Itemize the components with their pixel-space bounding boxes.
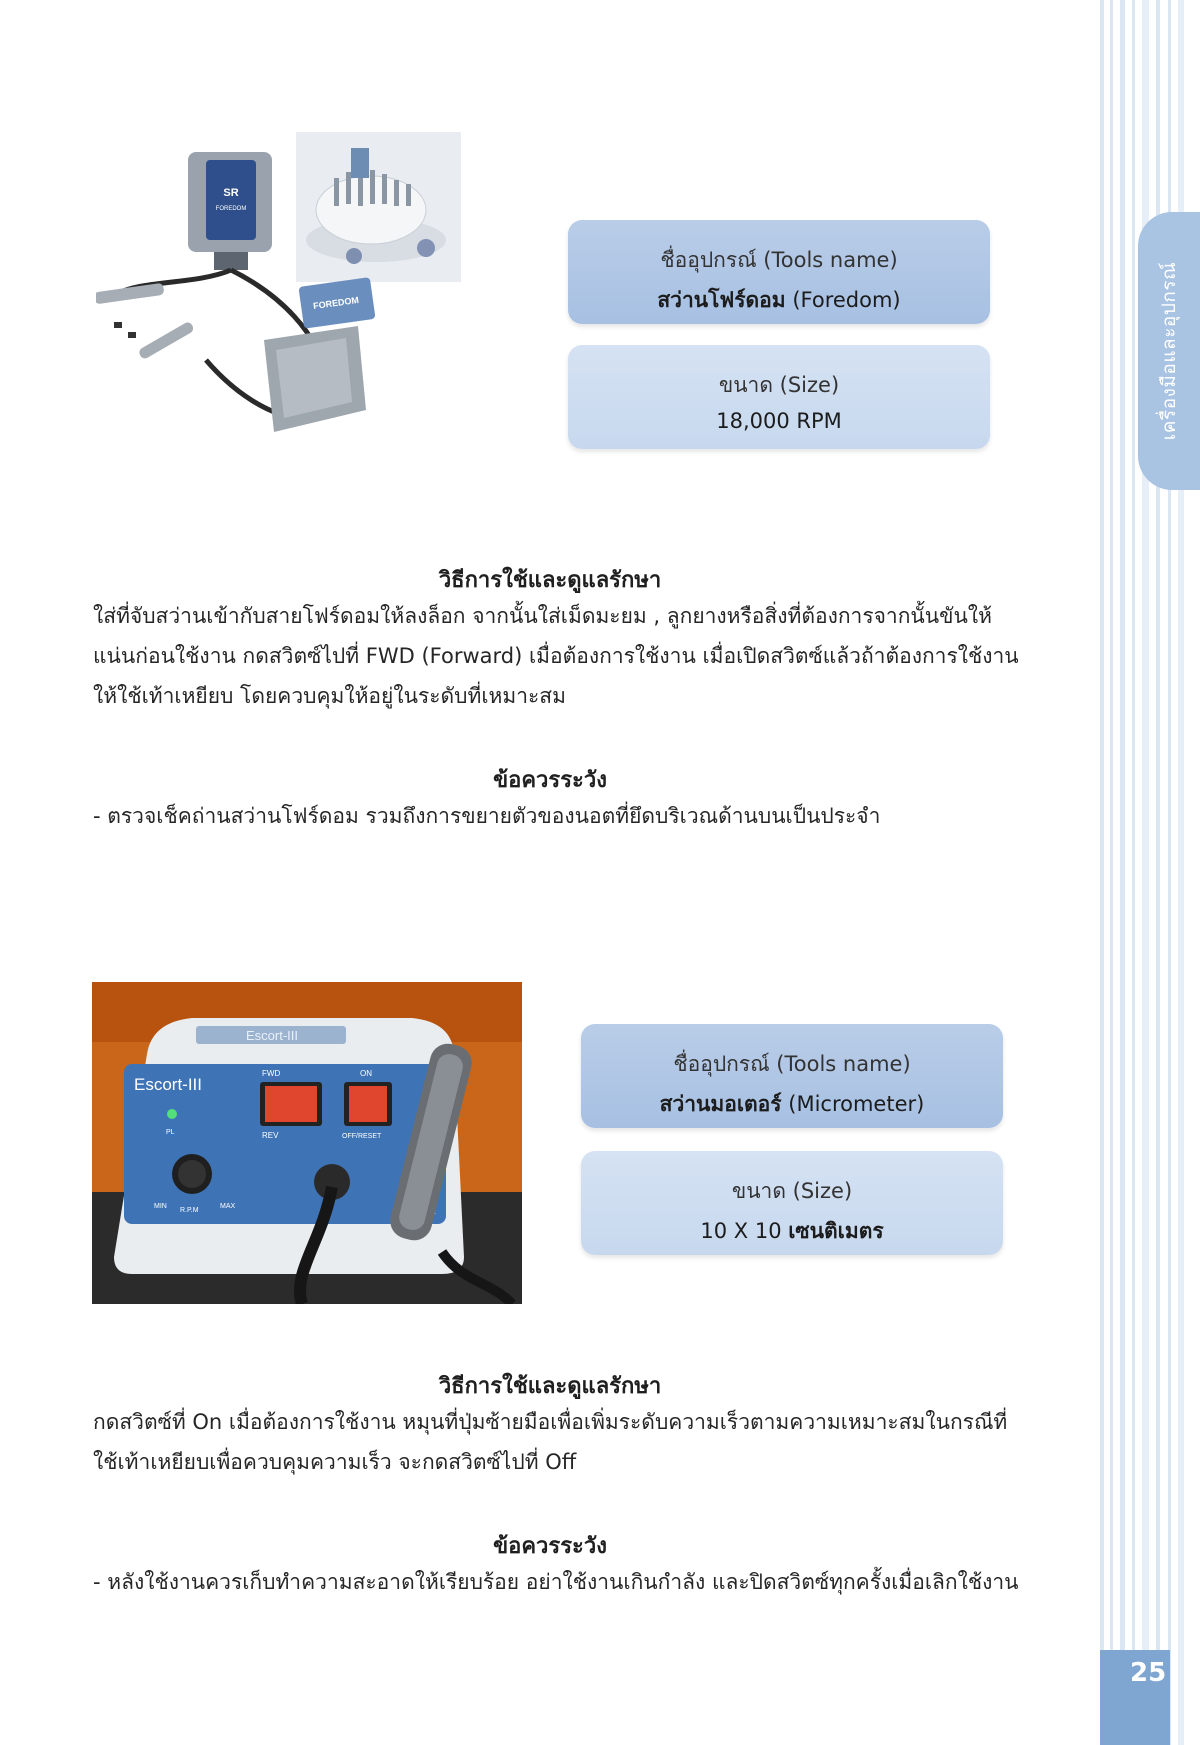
- tool2-name-value: [581, 1088, 1003, 1121]
- tool1-usage-heading: วิธีการใช้และดูแลรักษา: [438, 568, 662, 593]
- tool1-caution-line: - ตรวจเช็คถ่านสว่านโฟร์ดอม รวมถึงการขยายตัวของนอตที่ยึดบริเวณด้านบนเป็นประจำ: [93, 804, 881, 828]
- tool1-size-box: [568, 345, 990, 449]
- tool2-name-label: ชื่ออุปกรณ์ (Tools name): [673, 1052, 911, 1076]
- side-tab-label: เครื่องมือและอุปกรณ์: [1158, 261, 1180, 441]
- section-side-tab: [1138, 212, 1200, 490]
- max-label: MAX: [220, 1203, 236, 1210]
- tool1-name-label: ชื่ออุปกรณ์ (Tools name): [660, 248, 898, 272]
- tool1-usage-text: [93, 596, 1043, 716]
- motor-sub-text: FOREDOM: [215, 206, 247, 212]
- tool2-name-box: [581, 1024, 1003, 1128]
- tool2-usage-line: กดสวิตซ์ที่ On เมื่อต้องการใช้งาน หมุนที่ปุ่มซ้ายมือเพื่อเพิ่มระดับความเร็วตามความเหมาะสมในกรณีที่: [93, 1410, 1008, 1434]
- fwd-label: FWD: [262, 1069, 281, 1078]
- tool1-usage-line: ให้ใช้เท้าเหยียบ โดยควบคุมให้อยู่ในระดับที่เหมาะสม: [93, 684, 566, 708]
- tool2-usage-text: [93, 1402, 1043, 1482]
- unit-brand-text: Escort-III: [134, 1075, 203, 1094]
- tool2-usage-line: ใช้เท้าเหยียบเพื่อควบคุมความเร็ว จะกดสวิตซ์ไปที่ Off: [93, 1450, 577, 1474]
- on-label: ON: [360, 1069, 372, 1078]
- tool1-name-en: (Foredom): [792, 288, 901, 312]
- tool2-caution-line: - หลังใช้งานควรเก็บทำความสะอาดให้เรียบร้อย อย่าใช้งานเกินกำลัง และปิดสวิตซ์ทุกครั้งเมื่อเลิกใช้งาน: [93, 1570, 1019, 1594]
- tool1-name-value: [568, 284, 990, 317]
- micromotor-drill-illustration: [92, 982, 522, 1304]
- micromotor-drill-photo: [92, 982, 522, 1304]
- tool2-name-en: (Micrometer): [788, 1092, 925, 1116]
- min-label: MIN: [154, 1203, 167, 1210]
- tool2-size-value: [581, 1215, 1003, 1248]
- pedal-brand-text: FOREDOM: [312, 294, 360, 312]
- tool1-usage-line: แน่นก่อนใช้งาน กดสวิตซ์ไปที่ FWD (Forward) เมื่อต้องการใช้งาน เมื่อเปิดสวิตซ์แล้วถ้าต้องการใช้งาน: [93, 644, 1019, 668]
- tool2-size-number: 10 X 10: [700, 1219, 782, 1243]
- tool2-size-box: [581, 1151, 1003, 1255]
- tool2-name-thai: สว่านมอเตอร์: [659, 1092, 782, 1116]
- tool1-name-thai: สว่านโฟร์ดอม: [657, 288, 786, 312]
- tool1-caution-heading: ข้อควรระวัง: [493, 768, 607, 793]
- tool1-size-label: ขนาด (Size): [718, 373, 840, 397]
- tool2-size-unit: เซนติเมตร: [788, 1219, 884, 1243]
- rpm-label: R.P.M: [180, 1207, 199, 1214]
- tool2-caution-heading: ข้อควรระวัง: [493, 1534, 607, 1559]
- tool2-size-label: ขนาด (Size): [731, 1179, 853, 1203]
- off-reset-label: OFF/RESET: [342, 1133, 382, 1140]
- tool1-size-value: 18,000 RPM: [716, 409, 842, 433]
- page-number: 25: [1130, 1658, 1167, 1688]
- foredom-drill-photo: [96, 110, 496, 450]
- motor-brand-text: SR: [223, 187, 239, 199]
- unit-top-brand-text: Escort-III: [245, 1028, 299, 1043]
- tool1-caution-text: [93, 796, 1043, 836]
- tool1-usage-line: ใส่ที่จับสว่านเข้ากับสายโฟร์ดอมให้ลงล็อก จากนั้นใส่เม็ดมะยม , ลูกยางหรือสิ่งที่ต้องการจากนั้นขันให้: [93, 604, 992, 628]
- pl-label: PL: [166, 1129, 175, 1136]
- tool2-caution-text: [93, 1562, 1043, 1602]
- tool2-usage-heading: วิธีการใช้และดูแลรักษา: [438, 1374, 662, 1399]
- foredom-drill-illustration: [96, 110, 496, 450]
- rev-label: REV: [262, 1131, 279, 1140]
- tool1-name-box: [568, 220, 990, 324]
